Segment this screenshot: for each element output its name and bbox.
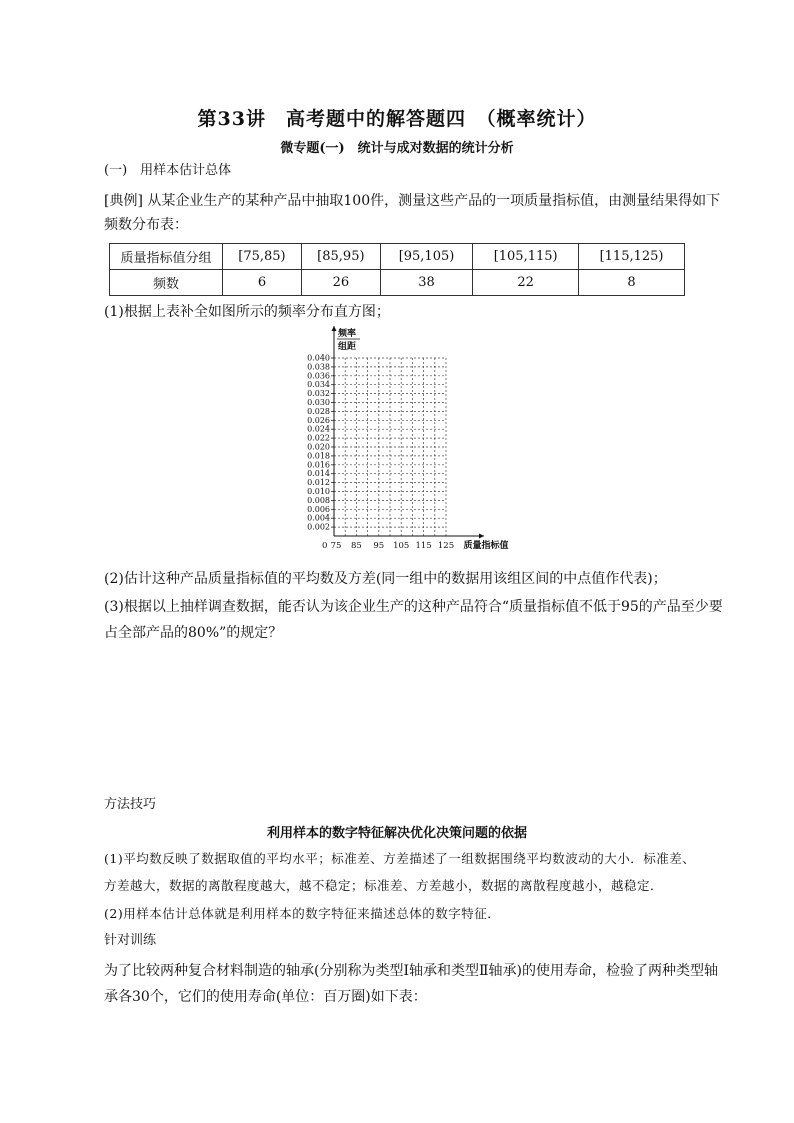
y-tick-label: 0.006 (307, 504, 330, 514)
method-point-1-line-1: (1)平均数反映了数据取值的平均水平；标准差、方差描述了一组数据围绕平均数波动的大小．标准差、 (104, 851, 696, 866)
section-heading: (一) 用样本估计总体 (104, 163, 232, 178)
x-axis-label: 质量指标值 (463, 541, 509, 551)
y-tick-label: 0.022 (307, 433, 330, 443)
method-point-1-line-2: 方差越大，数据的离散程度越大，越不稳定；标准差、方差越小，数据的离散程度越小，越稳定． (104, 878, 664, 893)
method-title: 利用样本的数字特征解决优化决策问题的依据 (266, 826, 527, 841)
y-tick-label: 0.020 (307, 442, 330, 452)
question-3-line-1: (3)根据以上抽样调查数据，能否认为该企业生产的这种产品符合“质量指标值不低于95的产品至少要 (104, 599, 723, 615)
table-cell: [105,115) (473, 244, 579, 270)
y-tick-label: 0.024 (307, 424, 330, 434)
y-tick-label: 0.036 (307, 371, 330, 381)
table-header-cell: 频数 (110, 270, 223, 296)
training-line-1: 为了比较两种复合材料制造的轴承(分别称为类型Ⅰ轴承和类型Ⅱ轴承)的使用寿命，检验了两种类型轴 (104, 963, 718, 979)
x-tick-label: 115 (415, 541, 432, 551)
y-tick-label: 0.014 (307, 469, 330, 479)
example-text-1: 从某企业生产的某种产品中抽取100件，测量这些产品的一项质量指标值，由测量结果得如下 (147, 193, 721, 209)
x-tick-label: 75 (330, 541, 342, 551)
table-row (110, 244, 685, 270)
table-cell: 6 (223, 270, 302, 296)
frequency-table (109, 243, 685, 296)
training-heading: 针对训练 (104, 933, 157, 948)
example-tag: [典例] (104, 193, 143, 209)
y-tick-label: 0.010 (307, 487, 330, 496)
table-header-cell: 质量指标值分组 (110, 244, 223, 270)
origin-label: 0 (322, 541, 328, 551)
example-line-1 (104, 190, 720, 212)
x-tick-label: 105 (393, 541, 410, 551)
page-title: 第33讲 高考题中的解答题四 （概率统计） (197, 108, 597, 130)
y-tick-label: 0.028 (307, 406, 330, 416)
table-cell: [85,95) (301, 244, 380, 270)
method-heading: 方法技巧 (104, 797, 157, 812)
y-tick-label: 0.012 (307, 478, 330, 488)
y-tick-label: 0.004 (307, 513, 330, 523)
y-tick-label: 0.026 (307, 415, 330, 425)
table-cell: 8 (579, 270, 685, 296)
y-tick-label: 0.038 (307, 362, 330, 372)
question-1: (1)根据上表补全如图所示的频率分布直方图； (104, 304, 390, 320)
table-cell: [115,125) (579, 244, 685, 270)
table-cell: 22 (473, 270, 579, 296)
y-tick-label: 0.032 (307, 389, 330, 399)
example-line-2: 频数分布表： (104, 217, 188, 233)
y-tick-label: 0.034 (307, 380, 330, 390)
question-2: (2)估计这种产品质量指标值的平均数及方差(同一组中的数据用该组区间的中点值作代表)； (104, 571, 667, 587)
page-subtitle: 微专题(一) 统计与成对数据的统计分析 (280, 141, 514, 156)
y-tick-label: 0.002 (307, 522, 330, 532)
x-tick-label: 95 (373, 541, 385, 551)
frequency-histogram (290, 322, 530, 562)
x-axis-arrow-icon (479, 534, 484, 539)
y-tick-label: 0.030 (307, 398, 330, 407)
question-3-line-2: 占全部产品的80%”的规定？ (104, 625, 283, 641)
y-axis-arrow-icon (332, 326, 337, 331)
y-axis-label-top: 频率 (338, 329, 357, 339)
method-point-2: (2)用样本估计总体就是利用样本的数字特征来描述总体的数字特征． (104, 906, 501, 921)
y-tick-label: 0.040 (307, 353, 330, 363)
table-cell: [95,105) (380, 244, 472, 270)
table-cell: 38 (380, 270, 472, 296)
y-tick-label: 0.016 (307, 460, 330, 470)
training-line-2: 承各30个，它们的使用寿命(单位：百万圈)如下表： (104, 989, 427, 1005)
x-tick-label: 125 (437, 541, 455, 551)
y-tick-label: 0.018 (307, 451, 330, 461)
table-row (110, 270, 685, 296)
table-cell: [75,85) (223, 244, 302, 270)
y-axis-label-bottom: 组距 (338, 342, 357, 352)
x-tick-label: 85 (350, 541, 362, 551)
y-tick-label: 0.008 (307, 495, 330, 505)
table-cell: 26 (301, 270, 380, 296)
